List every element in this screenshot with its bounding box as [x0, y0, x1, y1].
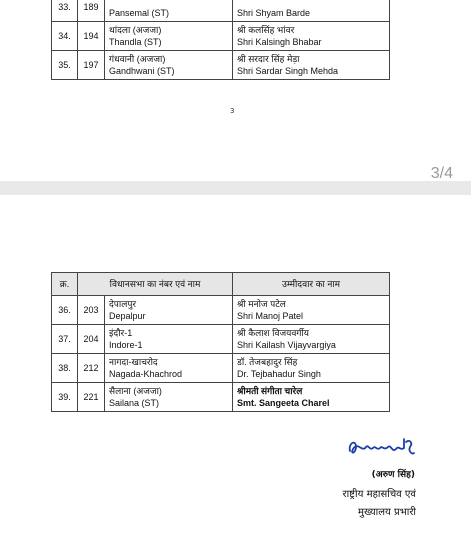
- candidate-name: [233, 383, 390, 412]
- candidate-name-hi: डॉ. तेजबहादुर सिंह: [237, 357, 298, 367]
- constituency-code: 212: [78, 354, 105, 383]
- constituency-code: 189: [78, 0, 105, 22]
- row-number: 38.: [52, 354, 78, 383]
- page-number: 3: [230, 107, 235, 115]
- constituency-name-hi: गंधवानी (अजजा): [109, 54, 166, 64]
- constituency-name-en: Thandla (ST): [109, 37, 162, 47]
- row-number: 33.: [52, 0, 78, 22]
- constituency-name: [105, 354, 233, 383]
- signatory-designation-line2: मुख्यालय प्रभारी: [358, 507, 416, 518]
- constituency-code: 197: [78, 51, 105, 80]
- constituency-code: 203: [78, 296, 105, 325]
- header-candidate: उम्मीदवार का नाम: [233, 273, 390, 296]
- candidate-name-en: Shri Sardar Singh Mehda: [237, 66, 339, 76]
- page-indicator: 3/4: [430, 165, 453, 182]
- constituency-name: [105, 383, 233, 412]
- candidate-name: [233, 0, 390, 22]
- constituency-name: [105, 51, 233, 80]
- constituency-name: [105, 0, 233, 22]
- constituency-name-hi: थांदला (अजजा): [109, 25, 162, 35]
- constituency-name-en: Pansemal (ST): [109, 8, 170, 18]
- document-page-3: [0, 0, 471, 181]
- candidate-name-hi: श्रीमती संगीता चारेल: [237, 386, 303, 396]
- row-number: 35.: [52, 51, 78, 80]
- table-row: [52, 354, 390, 383]
- candidate-name: [233, 325, 390, 354]
- signature-image: [344, 433, 416, 463]
- candidate-name-en: Dr. Tejbahadur Singh: [237, 369, 321, 379]
- constituency-name-hi: नागदा-खाचरोद: [109, 357, 158, 367]
- constituency-name-en: Nagada-Khachrod: [109, 369, 183, 379]
- candidate-name-en: Shri Kailash Vijayvargiya: [237, 340, 336, 350]
- candidate-name: [233, 51, 390, 80]
- constituency-name: [105, 325, 233, 354]
- candidate-name: [233, 22, 390, 51]
- row-number: 37.: [52, 325, 78, 354]
- constituency-name-en: Gandhwani (ST): [109, 66, 175, 76]
- constituency-name: [105, 22, 233, 51]
- candidate-name-hi: श्री मनोज पटेल: [237, 299, 286, 309]
- constituency-name: [105, 296, 233, 325]
- candidate-name-hi: श्री सरदार सिंह मेड़ा: [237, 54, 300, 64]
- table-row: [52, 325, 390, 354]
- table-row: [52, 0, 390, 22]
- candidate-name-en: Shri Manoj Patel: [237, 311, 304, 321]
- row-number: 36.: [52, 296, 78, 325]
- table-header-row: [52, 273, 390, 296]
- candidate-name: [233, 296, 390, 325]
- candidate-name-hi: श्री कैलाश विजयवर्गीय: [237, 328, 310, 338]
- row-number: 39.: [52, 383, 78, 412]
- candidate-name: [233, 354, 390, 383]
- table-row: [52, 383, 390, 412]
- candidate-name-en: Shri Kalsingh Bhabar: [237, 37, 322, 47]
- candidate-name-hi: श्री कलसिंह भांवर: [237, 25, 295, 35]
- constituency-name-hi: इंदौर-1: [109, 328, 133, 338]
- document-page-4: [0, 195, 471, 547]
- constituency-code: 221: [78, 383, 105, 412]
- constituency-name-hi: देपालपुर: [109, 299, 137, 309]
- constituency-name-en: Indore-1: [109, 340, 143, 350]
- table-row: [52, 22, 390, 51]
- header-number: क्र.: [52, 273, 78, 296]
- constituency-code: 204: [78, 325, 105, 354]
- header-constituency: विधानसभा का नंबर एवं नाम: [78, 273, 233, 296]
- candidate-name-en: Shri Shyam Barde: [237, 8, 311, 18]
- constituency-name-en: Depalpur: [109, 311, 146, 321]
- candidate-table-page-3: [51, 0, 390, 80]
- signatory-designation-line1: राष्ट्रीय महासचिव एवं: [342, 489, 416, 500]
- candidate-name-en: Smt. Sangeeta Charel: [237, 398, 330, 408]
- table-row: [52, 51, 390, 80]
- signatory-name: (अरुण सिंह): [371, 470, 415, 480]
- constituency-name-en: Sailana (ST): [109, 398, 160, 408]
- candidate-table-page-4: [51, 272, 390, 412]
- constituency-code: 194: [78, 22, 105, 51]
- row-number: 34.: [52, 22, 78, 51]
- constituency-name-hi: सैलाना (अजजा): [109, 386, 162, 396]
- table-row: [52, 296, 390, 325]
